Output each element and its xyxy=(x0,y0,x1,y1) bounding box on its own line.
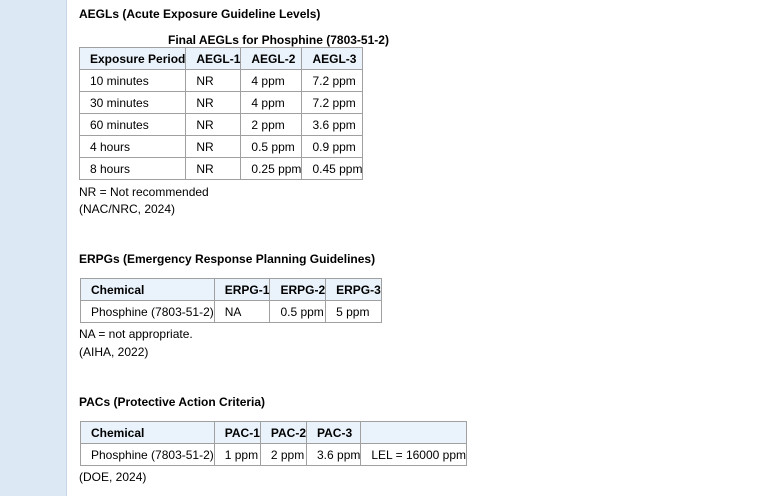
table-cell: NR xyxy=(186,114,241,136)
table-row xyxy=(81,444,467,466)
table-cell: Phosphine (7803-51-2) xyxy=(81,301,215,323)
erpg-note: NA = not appropriate. xyxy=(79,327,193,341)
table-cell: 8 hours xyxy=(80,158,186,180)
column-header: PAC-2 xyxy=(260,422,306,444)
table-cell: Phosphine (7803-51-2) xyxy=(81,444,215,466)
aegl-note: NR = Not recommended xyxy=(79,185,209,199)
table-cell: 2 ppm xyxy=(241,114,302,136)
table-cell: NR xyxy=(186,92,241,114)
table-cell: 4 ppm xyxy=(241,92,302,114)
left-sidebar xyxy=(0,0,67,496)
table-row xyxy=(81,301,382,323)
table-row xyxy=(80,70,363,92)
table-row xyxy=(80,92,363,114)
column-header: Chemical xyxy=(81,422,215,444)
table-cell: NR xyxy=(186,136,241,158)
table-cell: 4 ppm xyxy=(241,70,302,92)
table-cell: 60 minutes xyxy=(80,114,186,136)
table-cell: 1 ppm xyxy=(214,444,260,466)
column-header: ERPG-1 xyxy=(214,279,270,301)
table-header-row xyxy=(81,422,467,444)
column-header xyxy=(361,422,467,444)
table-cell: 0.45 ppm xyxy=(302,158,363,180)
table-cell: 4 hours xyxy=(80,136,186,158)
table-cell: NR xyxy=(186,70,241,92)
column-header: AEGL-1 xyxy=(186,48,241,70)
table-row xyxy=(80,114,363,136)
table-header-row xyxy=(80,48,363,70)
aegl-table xyxy=(79,47,363,180)
table-cell: 0.5 ppm xyxy=(270,301,326,323)
aegl-table-caption: Final AEGLs for Phosphine (7803-51-2) xyxy=(168,33,389,47)
table-cell: 5 ppm xyxy=(326,301,382,323)
table-row xyxy=(80,158,363,180)
pac-source: (DOE, 2024) xyxy=(79,470,147,484)
table-cell: 10 minutes xyxy=(80,70,186,92)
table-cell: NR xyxy=(186,158,241,180)
aegl-heading: AEGLs (Acute Exposure Guideline Levels) xyxy=(79,7,321,21)
column-header: AEGL-3 xyxy=(302,48,363,70)
table-cell: 7.2 ppm xyxy=(302,70,363,92)
erpg-source: (AIHA, 2022) xyxy=(79,345,149,359)
table-header-row xyxy=(81,279,382,301)
aegl-source: (NAC/NRC, 2024) xyxy=(79,202,176,216)
column-header: ERPG-2 xyxy=(270,279,326,301)
column-header: Exposure Period xyxy=(80,48,186,70)
table-cell: LEL = 16000 ppm xyxy=(361,444,467,466)
table-cell: 0.25 ppm xyxy=(241,158,302,180)
table-cell: 2 ppm xyxy=(260,444,306,466)
table-cell: 3.6 ppm xyxy=(307,444,361,466)
column-header: PAC-3 xyxy=(307,422,361,444)
table-row xyxy=(80,136,363,158)
table-cell: 3.6 ppm xyxy=(302,114,363,136)
pac-table xyxy=(80,421,467,466)
table-cell: NA xyxy=(214,301,270,323)
column-header: AEGL-2 xyxy=(241,48,302,70)
pac-heading: PACs (Protective Action Criteria) xyxy=(79,395,266,409)
table-cell: 30 minutes xyxy=(80,92,186,114)
table-cell: 0.5 ppm xyxy=(241,136,302,158)
erpg-table xyxy=(80,278,382,323)
column-header: ERPG-3 xyxy=(326,279,382,301)
table-cell: 0.9 ppm xyxy=(302,136,363,158)
table-cell: 7.2 ppm xyxy=(302,92,363,114)
column-header: PAC-1 xyxy=(214,422,260,444)
column-header: Chemical xyxy=(81,279,215,301)
erpg-heading: ERPGs (Emergency Response Planning Guidelines) xyxy=(79,252,376,266)
